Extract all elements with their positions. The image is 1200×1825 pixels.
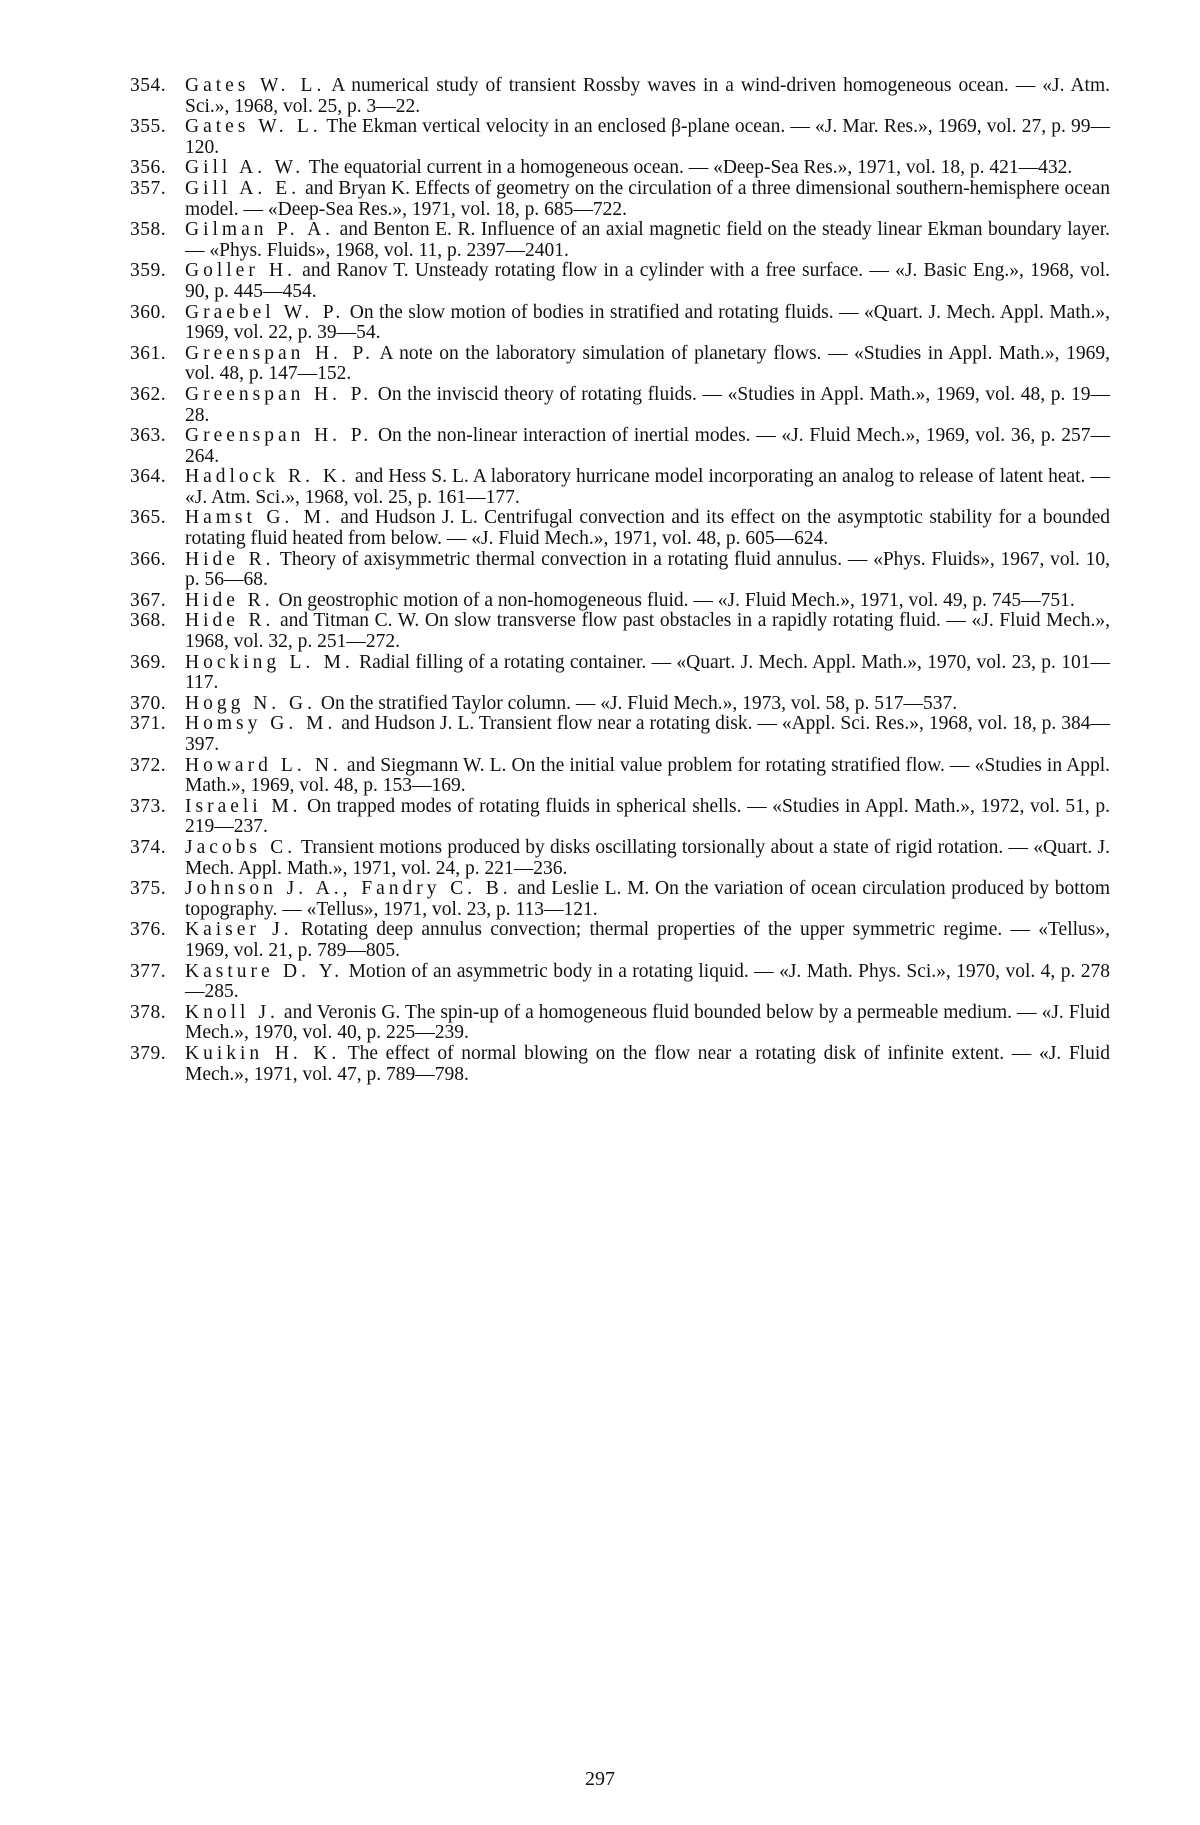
reference-text: and Siegmann W. L. On the initial value problem for rotating stratified flow. — «Studies in Appl. Math.», 1969, vol. 48, p. 153—169.	[185, 754, 1111, 797]
reference-entry	[130, 756, 1110, 797]
reference-number: 363.	[130, 425, 167, 447]
reference-author: Kasture D. Y.	[185, 960, 344, 982]
reference-entry	[130, 962, 1110, 1003]
reference-text: The Ekman vertical velocity in an enclosed β-plane ocean. — «J. Mar. Res.», 1969, vol. 27, p. 99—120.	[185, 116, 1110, 158]
reference-author: Homsy G. M.	[185, 713, 337, 735]
reference-text: A numerical study of transient Rossby waves in a wind-driven homogeneous ocean. — «J. Atm. Sci.», 1968, vol. 25, p. 3—22.	[185, 75, 1110, 117]
reference-entry	[130, 920, 1110, 961]
reference-entry	[130, 838, 1110, 879]
reference-author: Hide R.	[185, 589, 274, 611]
reference-entry	[130, 117, 1110, 158]
reference-entry	[130, 1044, 1110, 1085]
reference-number: 367.	[130, 589, 167, 611]
reference-number: 364.	[130, 466, 167, 488]
reference-author: Greenspan H. P.	[185, 383, 373, 405]
reference-entry	[130, 550, 1110, 591]
reference-author: Gates W. L.	[185, 116, 322, 138]
reference-author: Greenspan H. P.	[185, 342, 375, 364]
reference-text: and Hudson J. L. Centrifugal convection and its effect on the asymptotic stability for a bounded rotating fluid heated from below. — «J. Fluid Mech.», 1971, vol. 48, p. 605—624.	[185, 507, 1110, 550]
reference-author: Israeli M.	[185, 795, 302, 817]
reference-author: Hadlock R. K.	[185, 466, 350, 488]
reference-author: Gates W. L.	[185, 75, 326, 96]
reference-entry	[130, 426, 1110, 467]
reference-entry	[130, 797, 1110, 838]
reference-entry	[130, 714, 1110, 755]
reference-text: Theory of axisymmetric thermal convection in a rotating fluid annulus. — «Phys. Fluids», 1967, vol. 10, p. 56—68.	[185, 548, 1111, 591]
reference-number: 377.	[130, 960, 167, 982]
reference-number: 378.	[130, 1001, 167, 1023]
reference-number: 372.	[130, 754, 167, 776]
reference-text: Motion of an asymmetric body in a rotating liquid. — «J. Math. Phys. Sci.», 1970, vol. 4, p. 278—285.	[185, 960, 1110, 1003]
reference-text: and Ranov T. Unsteady rotating flow in a cylinder with a free surface. — «J. Basic Eng.», 1968, vol. 90, p. 445—454.	[185, 260, 1110, 302]
reference-entry	[130, 591, 1110, 612]
reference-entry	[130, 179, 1110, 220]
reference-text: and Hudson J. L. Transient flow near a rotating disk. — «Appl. Sci. Res.», 1968, vol. 18, p. 384—397.	[185, 713, 1110, 755]
reference-entry	[130, 261, 1110, 302]
reference-text: and Benton E. R. Influence of an axial magnetic field on the steady linear Ekman boundary layer. — «Phys. Fluids», 1968, vol. 11, p. 2397—2401.	[185, 219, 1111, 261]
reference-entry	[130, 344, 1110, 385]
reference-text: and Leslie L. M. On the variation of ocean circulation produced by bottom topography. — «Tellus», 1971, vol. 23, p. 113—121.	[185, 878, 1110, 920]
reference-author: Gilman P. A.	[185, 219, 335, 241]
reference-entry	[130, 879, 1110, 920]
reference-entry	[130, 158, 1110, 179]
reference-author: Gill A. E.	[185, 177, 301, 199]
reference-number: 362.	[130, 383, 167, 405]
reference-text: On the stratified Taylor column. — «J. Fluid Mech.», 1973, vol. 58, p. 517—537.	[316, 692, 958, 714]
reference-text: On the non-linear interaction of inertial modes. — «J. Fluid Mech.», 1969, vol. 36, p. 257—264.	[185, 425, 1110, 467]
reference-text: and Titman C. W. On slow transverse flow past obstacles in a rapidly rotating fluid. — «J. Fluid Mech.», 1968, vol. 32, p. 251—272.	[185, 610, 1110, 653]
reference-text: Rotating deep annulus convection; thermal properties of the upper symmetric regime. — «Tellus», 1969, vol. 21, p. 789—805.	[185, 919, 1110, 961]
page-number: 297	[585, 1768, 615, 1790]
reference-number: 357.	[130, 177, 167, 199]
reference-text: The effect of normal blowing on the flow near a rotating disk of infinite extent. — «J. Fluid Mech.», 1971, vol. 47, p. 789—798.	[185, 1042, 1110, 1085]
reference-text: The equatorial current in a homogeneous ocean. — «Deep-Sea Res.», 1971, vol. 18, p. 421—432.	[304, 157, 1073, 179]
reference-entry	[130, 467, 1110, 508]
reference-text: On the slow motion of bodies in stratified and rotating fluids. — «Quart. J. Mech. Appl. Math.», 1969, vol. 22, p. 39—54.	[185, 301, 1111, 344]
reference-number: 368.	[130, 610, 167, 632]
reference-entry	[130, 653, 1110, 694]
reference-number: 379.	[130, 1042, 167, 1064]
reference-author: Hide R.	[185, 610, 275, 632]
reference-number: 354.	[130, 75, 167, 96]
reference-number: 355.	[130, 116, 167, 138]
reference-entry	[130, 76, 1110, 117]
reference-text: Transient motions produced by disks oscillating torsionally about a state of rigid rotation. — «Quart. J. Mech. Appl. Math.», 1971, vol. 24, p. 221—236.	[185, 836, 1110, 879]
reference-entry	[130, 385, 1110, 426]
reference-author: Hocking L. M.	[185, 651, 354, 673]
reference-author: Hogg N. G.	[185, 692, 316, 714]
reference-number: 358.	[130, 219, 167, 241]
reference-entry	[130, 694, 1110, 715]
reference-entry	[130, 508, 1110, 549]
reference-author: Hamst G. M.	[185, 507, 334, 529]
reference-author: Gill A. W.	[185, 157, 305, 179]
reference-text: A note on the laboratory simulation of planetary flows. — «Studies in Appl. Math.», 1969, vol. 48, p. 147—152.	[185, 342, 1110, 385]
reference-text: On geostrophic motion of a non-homogeneous fluid. — «J. Fluid Mech.», 1971, vol. 49, p. 745—751.	[273, 589, 1075, 611]
reference-number: 370.	[130, 692, 167, 714]
reference-text: On trapped modes of rotating fluids in spherical shells. — «Studies in Appl. Math.», 1972, vol. 51, p. 219—237.	[185, 795, 1111, 838]
reference-page	[130, 76, 1110, 1085]
reference-text: Radial filling of a rotating container. — «Quart. J. Mech. Appl. Math.», 1970, vol. 23, p. 101—117.	[185, 651, 1110, 694]
reference-author: Johnson J. A., Fandry C. B.	[185, 878, 512, 900]
reference-number: 375.	[130, 878, 167, 900]
reference-list	[130, 76, 1110, 1085]
reference-author: Howard L. N.	[185, 754, 342, 776]
reference-number: 356.	[130, 157, 167, 179]
reference-number: 359.	[130, 260, 167, 282]
reference-text: On the inviscid theory of rotating fluids. — «Studies in Appl. Math.», 1969, vol. 48, p. 19—28.	[185, 383, 1110, 426]
reference-author: Kaiser J.	[185, 919, 293, 941]
reference-author: Kuikin H. K.	[185, 1042, 341, 1064]
reference-number: 369.	[130, 651, 167, 673]
reference-author: Jacobs C.	[185, 836, 297, 858]
reference-author: Graebel W. P.	[185, 301, 345, 323]
reference-number: 371.	[130, 713, 167, 735]
reference-number: 365.	[130, 507, 167, 529]
reference-text: and Veronis G. The spin-up of a homogeneous fluid bounded below by a permeable medium. — «J. Fluid Mech.», 1970, vol. 40, p. 225—239.	[185, 1001, 1110, 1044]
reference-author: Greenspan H. P.	[185, 425, 373, 447]
reference-text: and Hess S. L. A laboratory hurricane model incorporating an analog to release of latent heat. — «J. Atm. Sci.», 1968, vol. 25, p. 161—177.	[185, 466, 1110, 508]
reference-number: 373.	[130, 795, 167, 817]
reference-number: 360.	[130, 301, 167, 323]
reference-text: and Bryan K. Effects of geometry on the circulation of a three dimensional southern-hemisphere ocean model. — «Deep-Sea Res.», 1971, vol. 18, p. 685—722.	[185, 177, 1110, 220]
reference-author: Knoll J.	[185, 1001, 279, 1023]
reference-number: 376.	[130, 919, 167, 941]
reference-entry	[130, 220, 1110, 261]
reference-number: 374.	[130, 836, 167, 858]
reference-entry	[130, 611, 1110, 652]
reference-number: 366.	[130, 548, 167, 570]
reference-author: Hide R.	[185, 548, 275, 570]
reference-author: Goller H.	[185, 260, 296, 282]
reference-entry	[130, 1003, 1110, 1044]
reference-entry	[130, 303, 1110, 344]
reference-number: 361.	[130, 342, 167, 364]
